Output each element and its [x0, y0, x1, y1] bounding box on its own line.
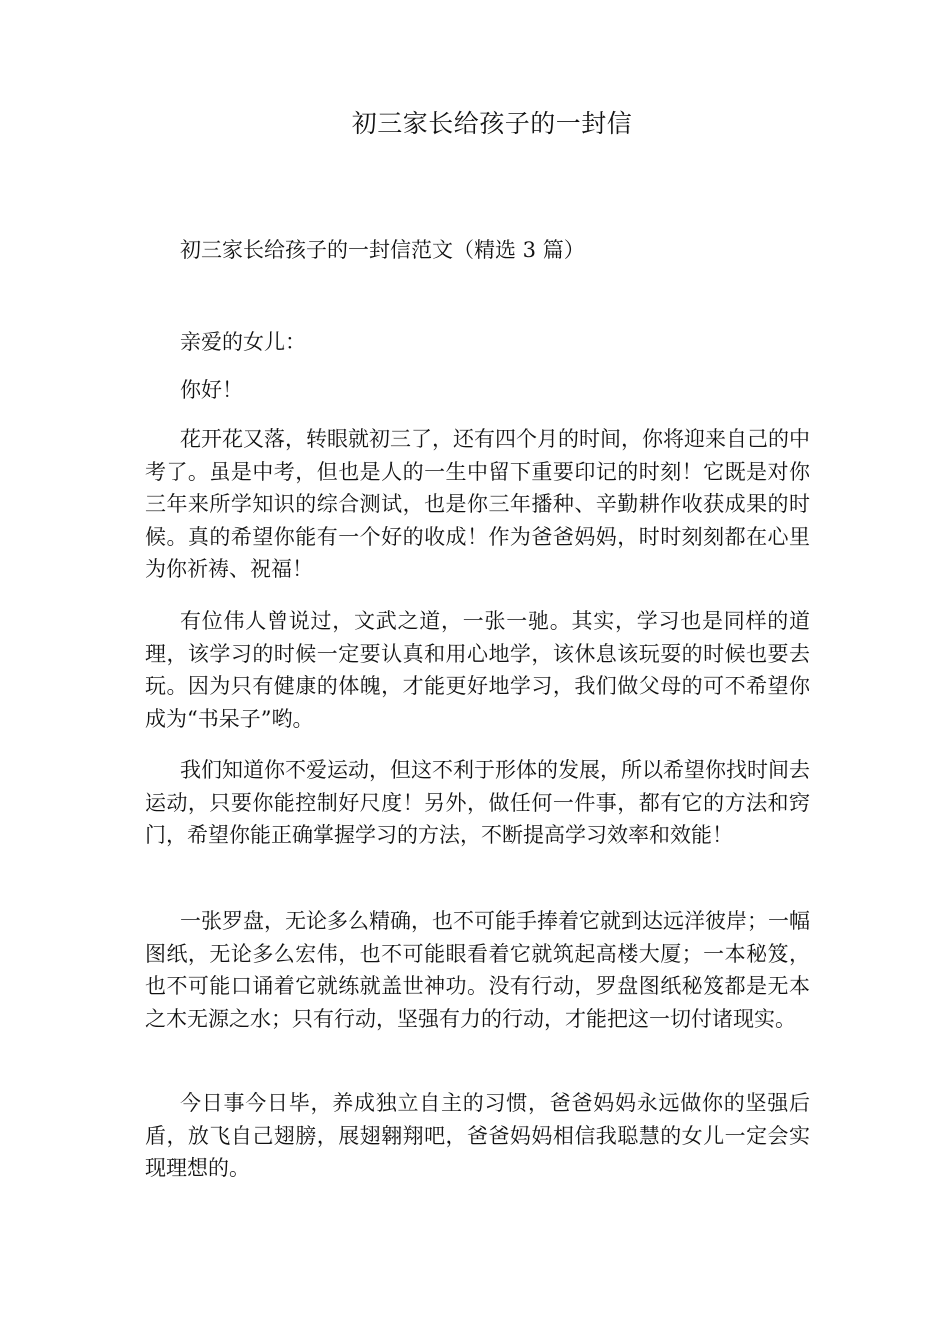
- body-paragraph-2: 有位伟人曾说过，文武之道，一张一驰。其实，学习也是同样的道理，该学习的时候一定要认真和用心地学，该休息该玩耍的时候也要去玩。因为只有健康的体魄，才能更好地学习，我们做父母的可不希望你成为“书呆子”哟。: [145, 609, 810, 731]
- body-paragraph-3: 我们知道你不爱运动，但这不利于形体的发展，所以希望你找时间去运动，只要你能控制好尺度！另外，做任何一件事，都有它的方法和窍门，希望你能正确掌握学习的方法，不断提高学习效率和效能！: [145, 758, 810, 848]
- body-paragraph-5: 今日事今日毕，养成独立自主的习惯，爸爸妈妈永远做你的坚强后盾，放飞自己翅膀，展翅翱翔吧，爸爸妈妈相信我聪慧的女儿一定会实现理想的。: [145, 1091, 810, 1181]
- salutation: 亲爱的女儿：: [180, 330, 306, 354]
- body-paragraph-1: 花开花又落，转眼就初三了，还有四个月的时间，你将迎来自己的中考了。虽是中考，但也是人的一生中留下重要印记的时刻！它既是对你三年来所学知识的综合测试，也是你三年播种、辛勤耕作收获成果的时候。真的希望你能有一个好的收成！作为爸爸妈妈，时时刻刻都在心里为你祈祷、祝福！: [145, 427, 810, 582]
- document-subtitle: 初三家长给孩子的一封信范文（精选 3 篇）: [180, 238, 585, 262]
- document-title: 初三家长给孩子的一封信: [351, 109, 633, 138]
- body-paragraph-4: 一张罗盘，无论多么精确，也不可能手捧着它就到达远洋彼岸；一幅图纸，无论多么宏伟，也不可能眼看着它就筑起高楼大厦；一本秘笈，也不可能口诵着它就练就盖世神功。没有行动，罗盘图纸秘笈都是无本之木无源之水；只有行动，坚强有力的行动，才能把这一切付诸现实。: [145, 909, 810, 1031]
- greeting: 你好！: [180, 378, 243, 402]
